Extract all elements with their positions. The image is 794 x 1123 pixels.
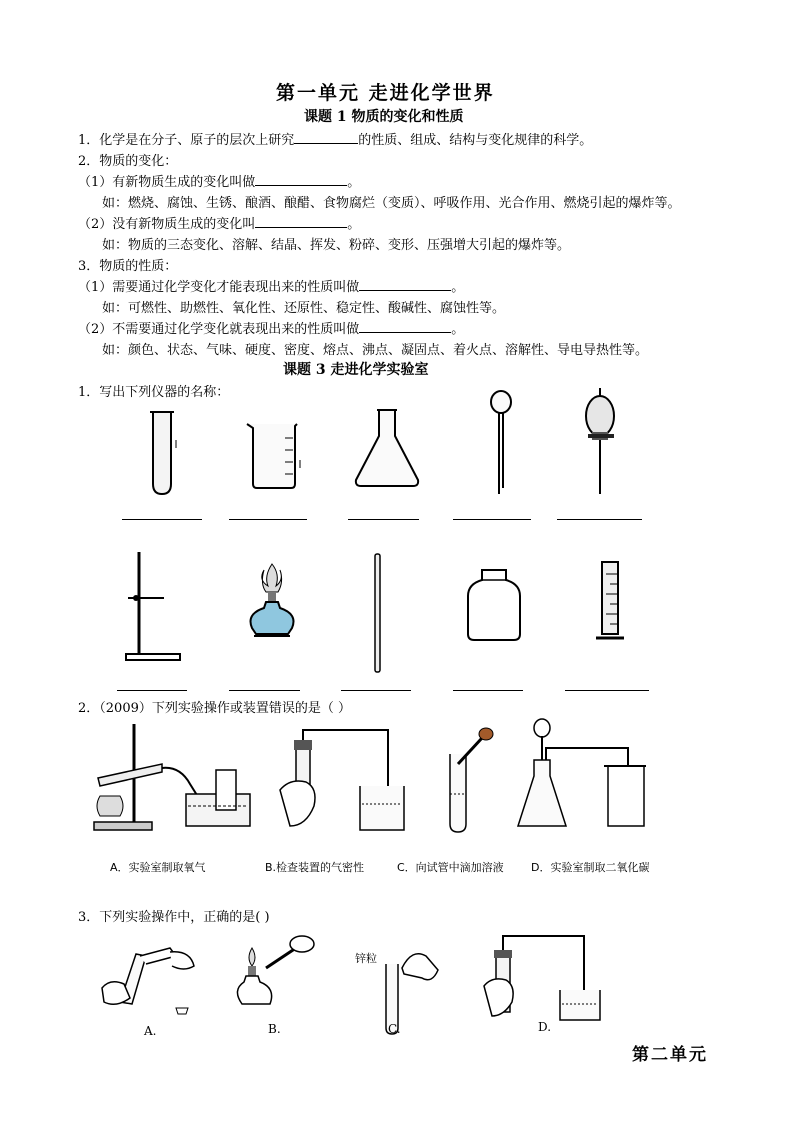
answer-line-1[interactable] xyxy=(122,519,202,520)
answer-line-4[interactable] xyxy=(453,519,531,520)
instrument-question: 1．写出下列仪器的名称： xyxy=(78,385,230,400)
q2-option-a: A．实验室制取氧气 xyxy=(110,861,206,874)
answer-line-6[interactable] xyxy=(117,690,187,691)
q3-2-blank[interactable] xyxy=(359,320,451,333)
glass-rod-icon xyxy=(372,552,384,674)
q2-option-c: C．向试管中滴加溶液 xyxy=(397,861,504,874)
answer-line-5[interactable] xyxy=(557,519,642,520)
q3-2-text: （2）不需要通过化学变化就表现出来的性质叫做 xyxy=(78,322,360,337)
q1-line xyxy=(78,129,592,148)
answer-line-2[interactable] xyxy=(229,519,307,520)
answer-line-7[interactable] xyxy=(229,690,300,691)
q3-label-a: A. xyxy=(144,1024,157,1038)
co2-preparation-apparatus-icon xyxy=(516,716,646,836)
q2-heading: 2．物质的变化： xyxy=(78,154,178,169)
answer-line-9[interactable] xyxy=(453,690,523,691)
q2-2-text: （2）没有新物质生成的变化叫 xyxy=(78,217,256,232)
airtightness-check-apparatus-2-icon xyxy=(482,930,602,1022)
lesson3-title: 课题 3 走进化学实验室 xyxy=(283,362,429,378)
q3-1-line xyxy=(78,276,464,295)
separatory-funnel-icon xyxy=(584,388,618,496)
q3-2-line xyxy=(78,318,464,337)
q1-blank[interactable] xyxy=(294,131,358,144)
q2-1-blank[interactable] xyxy=(255,173,347,186)
q2-1-example: 如：燃烧、腐蚀、生锈、酿酒、酿醋、食物腐烂（变质）、呼吸作用、光合作用、燃烧引起的爆炸等。 xyxy=(102,196,681,211)
q3-label-b: B. xyxy=(268,1022,281,1036)
q2-1-period: 。 xyxy=(347,175,361,190)
conical-flask-icon xyxy=(353,408,421,488)
q3-1-text: （1）需要通过化学变化才能表现出来的性质叫做 xyxy=(78,280,360,295)
q2-2-period: 。 xyxy=(347,217,361,232)
q3-label-c: C. xyxy=(388,1022,401,1036)
q3-2-period: 。 xyxy=(451,322,465,337)
q2-option-b: B.检查装置的气密性 xyxy=(265,861,365,874)
reagent-bottle-icon xyxy=(466,568,524,644)
alcohol-lamp-icon xyxy=(244,562,300,640)
q3-1-period: 。 xyxy=(451,280,465,295)
iron-stand-icon xyxy=(124,548,182,664)
q3-1-blank[interactable] xyxy=(359,278,451,291)
q2-1-line xyxy=(78,171,360,190)
test-tube-icon xyxy=(148,410,178,496)
lamp-lighting-icon xyxy=(234,934,324,1020)
unit2-title: 第二单元 xyxy=(632,1045,708,1065)
q2-2-blank[interactable] xyxy=(255,215,347,228)
q2-2-line xyxy=(78,213,360,232)
answer-line-3[interactable] xyxy=(348,519,419,520)
q3-correct-question: 3．下列实验操作中，正确的是( ) xyxy=(78,910,270,925)
beaker-icon xyxy=(245,420,303,490)
q2-1-text: （1）有新物质生成的变化叫做 xyxy=(78,175,256,190)
answer-line-10[interactable] xyxy=(565,690,649,691)
long-neck-funnel-icon xyxy=(488,388,514,498)
airtightness-check-apparatus-icon xyxy=(278,726,408,836)
oxygen-preparation-apparatus-icon xyxy=(90,720,260,835)
zinc-granule-label: 锌粒 xyxy=(355,952,377,965)
q2-2-example: 如：物质的三态变化、溶解、结晶、挥发、粉碎、变形、压强增大引起的爆炸等。 xyxy=(102,238,571,253)
dropper-test-tube-icon xyxy=(446,724,496,836)
q3-1-example: 如：可燃性、助燃性、氧化性、还原性、稳定性、酸碱性、腐蚀性等。 xyxy=(102,301,506,316)
q2-error-question: 2．（2009）下列实验操作或装置错误的是（ ） xyxy=(78,701,351,716)
q2-option-d: D．实验室制取二氧化碳 xyxy=(531,861,650,874)
q1-text-before: 1．化学是在分子、原子的层次上研究 xyxy=(78,133,295,148)
q3-2-example: 如：颜色、状态、气味、硬度、密度、熔点、沸点、凝固点、着火点、溶解性、导电导热性等。 xyxy=(102,343,649,358)
lesson1-title: 课题 1 物质的变化和性质 xyxy=(304,109,464,125)
answer-line-8[interactable] xyxy=(341,690,411,691)
unit-title: 第一单元 走进化学世界 xyxy=(276,82,495,104)
q3-label-d: D. xyxy=(538,1020,552,1034)
q3-heading: 3．物质的性质： xyxy=(78,259,178,274)
graduated-cylinder-icon xyxy=(594,560,630,642)
pouring-hands-icon xyxy=(100,942,200,1018)
q1-text-after: 的性质、组成、结构与变化规律的科学。 xyxy=(358,133,593,148)
